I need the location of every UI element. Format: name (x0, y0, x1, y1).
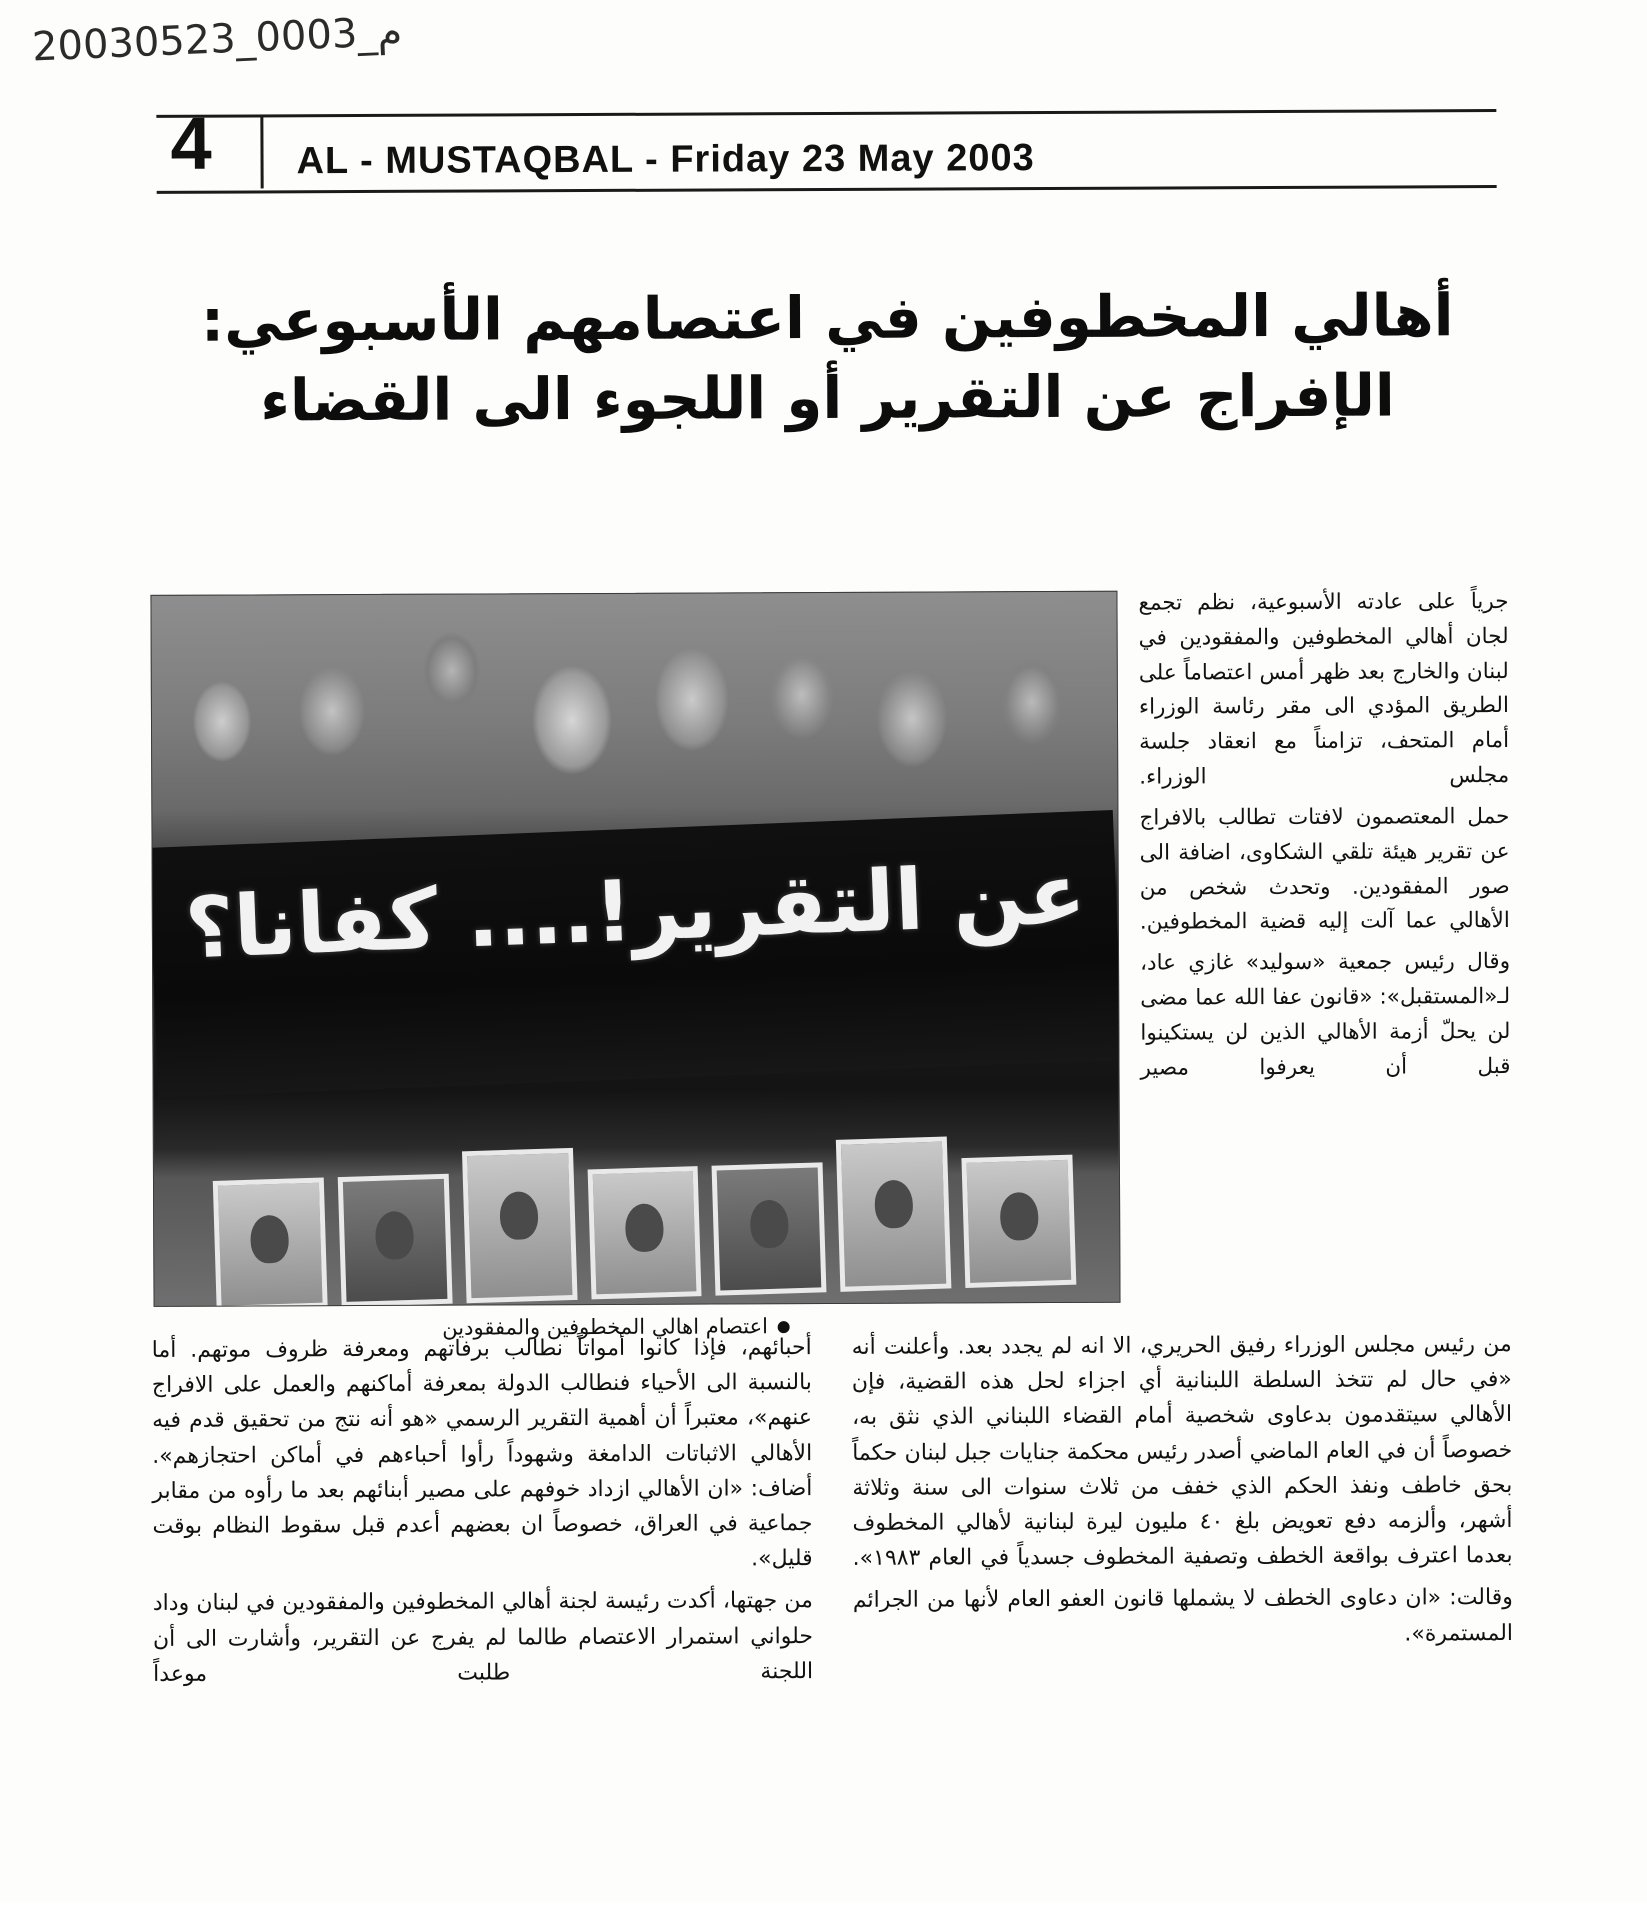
masthead-top-rule (156, 109, 1496, 118)
photo-banner-text: عن التقرير!.... كفانا؟ (183, 844, 1088, 978)
portrait-photo (962, 1155, 1077, 1288)
paragraph: وقالت: «ان دعاوى الخطف لا يشملها قانون العفو العام لأنها من الجرائم المستمرة». (852, 1585, 1514, 1646)
masthead-bottom-rule (157, 185, 1497, 194)
article-body-lower (152, 1327, 1514, 1699)
newspaper-title-and-date: AL - MUSTAQBAL - Friday 23 May 2003 (296, 137, 1035, 183)
paragraph: وقال رئيس جمعية «سوليد» غازي عاد، لـ«المستقبل»: «قانون عفا الله عما مضى لن يحلّ أزمة الأهالي الذين لن يستكينوا قبل أن يعرفوا مصير (1140, 949, 1511, 1081)
paragraph: جرياً على عادته الأسبوعية، نظم تجمع لجان أهالي المخطوفين والمفقودين في لبنان والخارج بعد ظهر أمس اعتصاماً على الطريق المؤدي الى مقر رئاسة الوزراء أمام المتحف، تزامناً مع انعقاد جلسة مجلس الوزراء. (1138, 589, 1510, 790)
photo-caption-text: اعتصام اهالي المخطوفين والمفقودين (442, 1314, 769, 1340)
headline-line-2: الإفراج عن التقرير أو اللجوء الى القضاء (260, 361, 1396, 435)
portrait-photo (587, 1166, 702, 1299)
portrait-photo (462, 1148, 577, 1303)
portrait-photo (213, 1178, 328, 1307)
masthead-divider (260, 116, 263, 188)
portrait-photo (338, 1174, 453, 1307)
article-column-left (852, 1327, 1514, 1696)
article-photo-block (150, 591, 1118, 1341)
paragraph: حمل المعتصمون لافتات تطالب بالافراج عن تقرير هيئة تلقي الشكاوى، اضافة الى صور المفقودين. وتحدث شخص من الأهالي عما آلت إليه قضية المخطوفين. (1139, 803, 1510, 936)
archive-handwritten-note: 20030523_0003_م (31, 8, 403, 71)
page-number: 4 (170, 101, 212, 185)
headline-line-1: أهالي المخطوفين في اعتصامهم الأسبوعي: (200, 281, 1454, 355)
article-column-right-top (1138, 585, 1510, 1092)
article-column-right (152, 1330, 814, 1699)
protest-photo (150, 591, 1120, 1307)
photo-portrait-row (212, 1130, 1076, 1307)
masthead (156, 101, 1496, 213)
portrait-photo (712, 1162, 827, 1295)
paragraph: أحبائهم، فإذا كانوا أمواتاً نطالب برفاتهم ومعرفة ظروف موتهم. أما بالنسبة الى الأحياء فنطالب الدولة بمعرفة أماكنهم والعمل على الافراج عنهم»، معتبراً أن أهمية التقرير الرسمي «هو أنه نتج من تحقيق قدم فيه الأهالي الاثباتات الدامغة وشهوداً رأوا أحباءهم في أماكن احتجازهم». أضاف: «ان الأهالي ازداد خوفهم على مصير أبنائهم بعد ما رأوه من مقابر جماعية في العراق، خصوصاً ان بعضهم أعدم قبل سقوط النظام بوقت قليل». (151, 1335, 813, 1572)
paragraph: من رئيس مجلس الوزراء رفيق الحريري، الا انه لم يجدد بعد. وأعلنت أنه «في حال لم تتخذ السلطة اللبنانية أي اجزاء لحل هذه القضية، فإن الأهالي سيتقدمون بدعاوى شخصية أمام القضاء اللبناني الذي نثق به، خصوصاً أن في العام الماضي أصدر رئيس محكمة جنايات جبل لبنان حكماً بحق خاطف ونفذ الحكم الذي خفف من ثلاث سنوات الى سنة وثلاثة أشهر، وألزمه دفع تعويض بلغ ٤٠ مليون ليرة لبنانية لأهالي المخطوف بعدما اعترف بواقعة الخطف وتصفية المخطوف جسدياً في العام ١٩٨٣». (851, 1332, 1513, 1572)
headline (147, 275, 1508, 441)
photo-crowd (151, 598, 1117, 842)
portrait-photo (836, 1137, 951, 1292)
paragraph: من جهتها، أكدت رئيسة لجنة أهالي المخطوفين والمفقودين في لبنان وداد حلواني استمرار الاعتصام طالما لم يفرج عن التقرير، وأشارت الى أن اللجنة طلبت موعداً (152, 1588, 814, 1687)
